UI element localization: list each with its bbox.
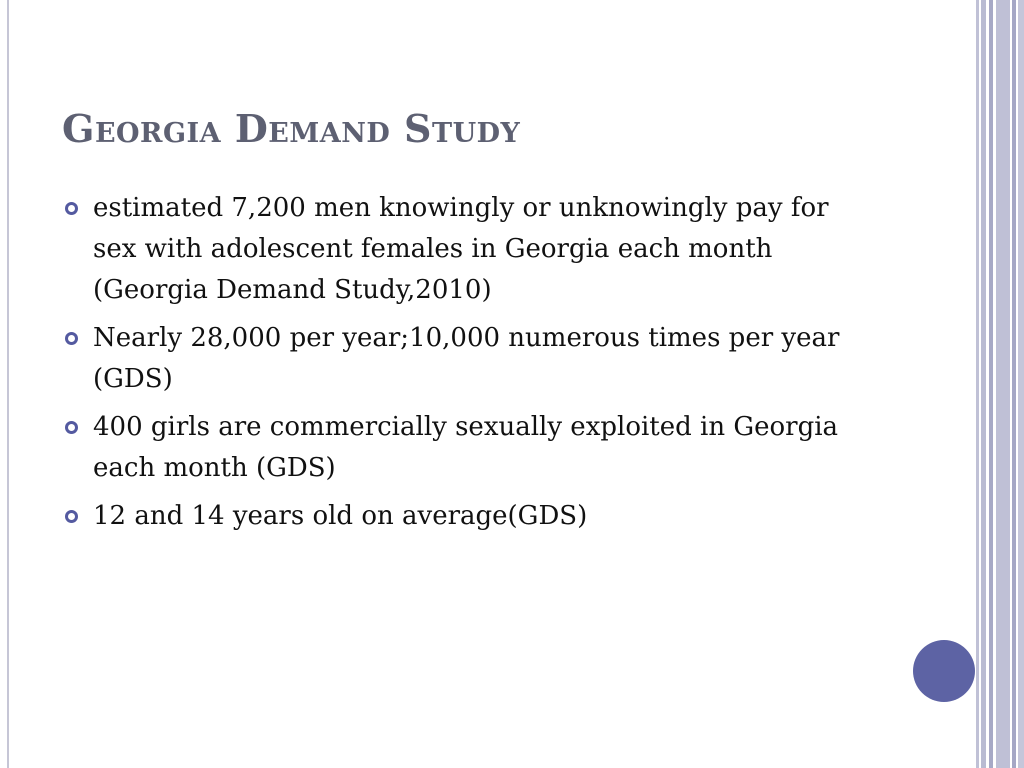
bullet-text: Nearly 28,000 per year;10,000 numerous times per year (GDS) (93, 323, 840, 394)
right-stripe (989, 0, 993, 768)
bullet-text: 12 and 14 years old on average(GDS) (93, 501, 588, 531)
bullet-text: 400 girls are commercially sexually exploited in Georgia each month (GDS) (93, 412, 839, 483)
ring-bullet-icon (65, 202, 78, 215)
right-stripe (996, 0, 1010, 768)
left-border-line (7, 0, 9, 768)
right-stripe (1012, 0, 1016, 768)
right-stripe (976, 0, 979, 768)
right-stripe (1018, 0, 1024, 768)
ring-bullet-icon (65, 510, 78, 523)
bullet-item (62, 407, 862, 489)
bullet-list (62, 188, 862, 544)
bullet-item (62, 318, 862, 400)
slide-title: Georgia Demand Study (62, 106, 521, 151)
bullet-item (62, 496, 862, 537)
ring-bullet-icon (65, 332, 78, 345)
right-stripe (981, 0, 986, 768)
bullet-text: estimated 7,200 men knowingly or unknowingly pay for sex with adolescent females in Georgia each month (Georgia Demand Study,2010) (93, 193, 829, 305)
decorative-circle (913, 640, 975, 702)
bullet-item (62, 188, 862, 311)
ring-bullet-icon (65, 421, 78, 434)
